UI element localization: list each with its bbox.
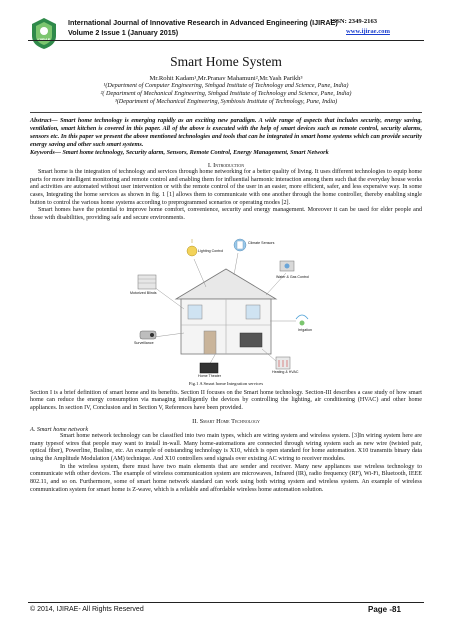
paper-title: Smart Home System [170, 54, 282, 69]
water-gas-control-icon [280, 261, 294, 271]
label-surveillance: Surveillance [134, 340, 154, 345]
intro-paragraph-3: Section I is a brief definition of smart home and its benefits. Section II focuses on the Smart home technology. Section-III describes a case study of how smart home can reduce the energy consumption via managing intelligently the devices by controlling the lighting, air conditioning (HVAC) and other home appliances. In section IV, Conclusion and in Section V, References have been provided. [30, 389, 422, 412]
affiliation-2: ²( Department of Mechanical Engineering, Sinhgad Institute of Technology and Science, Pune, India) [100, 90, 352, 97]
journal-title: International Journal of Innovative Research in Advanced Engineering (IJIRAE) [68, 18, 338, 27]
irrigation-icon [296, 315, 308, 326]
label-hvac: Heating & HVAC [272, 369, 299, 374]
label-blinds: Motorized Blinds [130, 290, 157, 295]
label-irrigation: Irrigation [298, 327, 312, 332]
subsection-heading-a: A. Smart home network [30, 425, 89, 433]
footer-copyright: © 2014, IJIRAE- All Rights Reserved [30, 606, 144, 613]
intro-paragraph-1: Smart home is the integration of technology and services through home networking for a better quality of living. It uses different technologies to equip home parts for more intelligent monitoring and remote control and enabling them for influential harmonic interaction among them such that the everyday house works and activities are automated without user intervention or with the remote control of the user in an easier, more efficient, safer, and less expensive way. In some cases, Integrating the home services as shown in fig. 1 [1] allows them to communicate with one another through the home controller, thereby enabling single button to control the various home systems according to preprogrammed scenarios or operating modes [2]. [30, 168, 422, 206]
page-number: Page -81 [368, 605, 401, 614]
motorized-blinds-icon [138, 275, 156, 289]
footer-rule [28, 602, 424, 603]
paper-body [30, 52, 422, 494]
keywords: Keywords— Smart home technology, Security alarm, Sensors, Remote Control, Energy Management, Smart Network [30, 148, 329, 156]
section-heading-2: II. Smart Home Technology [192, 417, 260, 425]
network-paragraph-1: Smart home network technology can be classified into two main types, which are wiring system and wireless system. [3]In wiring system here are many typesof wires that people may want to install in-wall. Many home-automations are connected through wiring system such as new wire (twisted pair, optical fiber), Powerline, Busline, etc. An example of outstanding technology is X10, which is open standard for home automation. X10 transmits binary data using the Amplitude Modulation (AM) technique. And X10 controllers send signals over existing AC wiring to receiver modules. [30, 432, 422, 462]
climate-sensors-icon [234, 239, 246, 251]
house-illustration [116, 229, 336, 379]
journal-volume: Volume 2 Issue 1 (January 2015) [68, 28, 179, 37]
label-climate: Climate Sensors [248, 240, 275, 245]
divider [30, 112, 422, 113]
affiliation-1: ¹(Department of Computer Engineering, Sinhgad Institute of Technology and Science, Pune, India) [103, 82, 349, 89]
journal-url-link[interactable]: www.ijirae.com [346, 28, 390, 35]
home-theater-icon [200, 363, 218, 373]
network-paragraph-2: In the wireless system, there must have two main elements that are sender and receiver. Many new appliances use wireless technology to communicate with other devices. The example of wireless communication system are microwaves, Infrared (IR), radio frequency (RF), Wi-Fi, Bluetooth, IEEE 802.11, and so on. Furthermore, some of smart home network standard can work using both wiring system and wireless system. An example of wireless communication system for smart home is Z-wave, which is a reliable and affordable wireless home automation solution. [30, 463, 422, 493]
journal-logo [30, 16, 58, 50]
affiliation-3: ³(Department of Mechanical Engineering, Symbiosis Institute of Technology, Pune, India) [114, 98, 338, 105]
label-water: Water & Gas Control [276, 274, 310, 279]
figure-caption: Fig.1 A Smart home Integration services [188, 380, 264, 386]
header-rule [28, 40, 424, 41]
label-lighting: Lighting Control [198, 248, 224, 253]
issn: ISSN: 2349-2163 [330, 18, 378, 25]
lighting-control-icon [187, 239, 197, 256]
heating-hvac-icon [276, 357, 290, 369]
figure-smart-home [116, 229, 336, 379]
surveillance-icon [140, 331, 156, 339]
section-heading-1: I. Introduction [207, 161, 245, 169]
label-theater: Home Theater [198, 373, 221, 378]
journal-header [0, 0, 452, 56]
abstract: Abstract— Smart home technology is emerging rapidly as an exciting new paradigm. A wide range of aspects that includes security, energy saving, ventilation, smart kitchen is covered in this paper. All of the above is executed with the help of smart devices such as remote control, security alarms, sensors etc. In this paper we present the above mentioned technologies and tools that can be integrated in smart home systems which can provide security energy saving and other such smart systems. [30, 116, 422, 148]
intro-paragraph-2: Smart homes have the potential to improve home comfort, convenience, security and energy management. Moreover it can be used for elder people and those with disabilities, providing safe and secure environments. [30, 207, 422, 222]
authors: Mr.Rohit Kadam¹,Mr.Pranav Mahamuni²,Mr.Yash Parikh³ [149, 75, 303, 82]
